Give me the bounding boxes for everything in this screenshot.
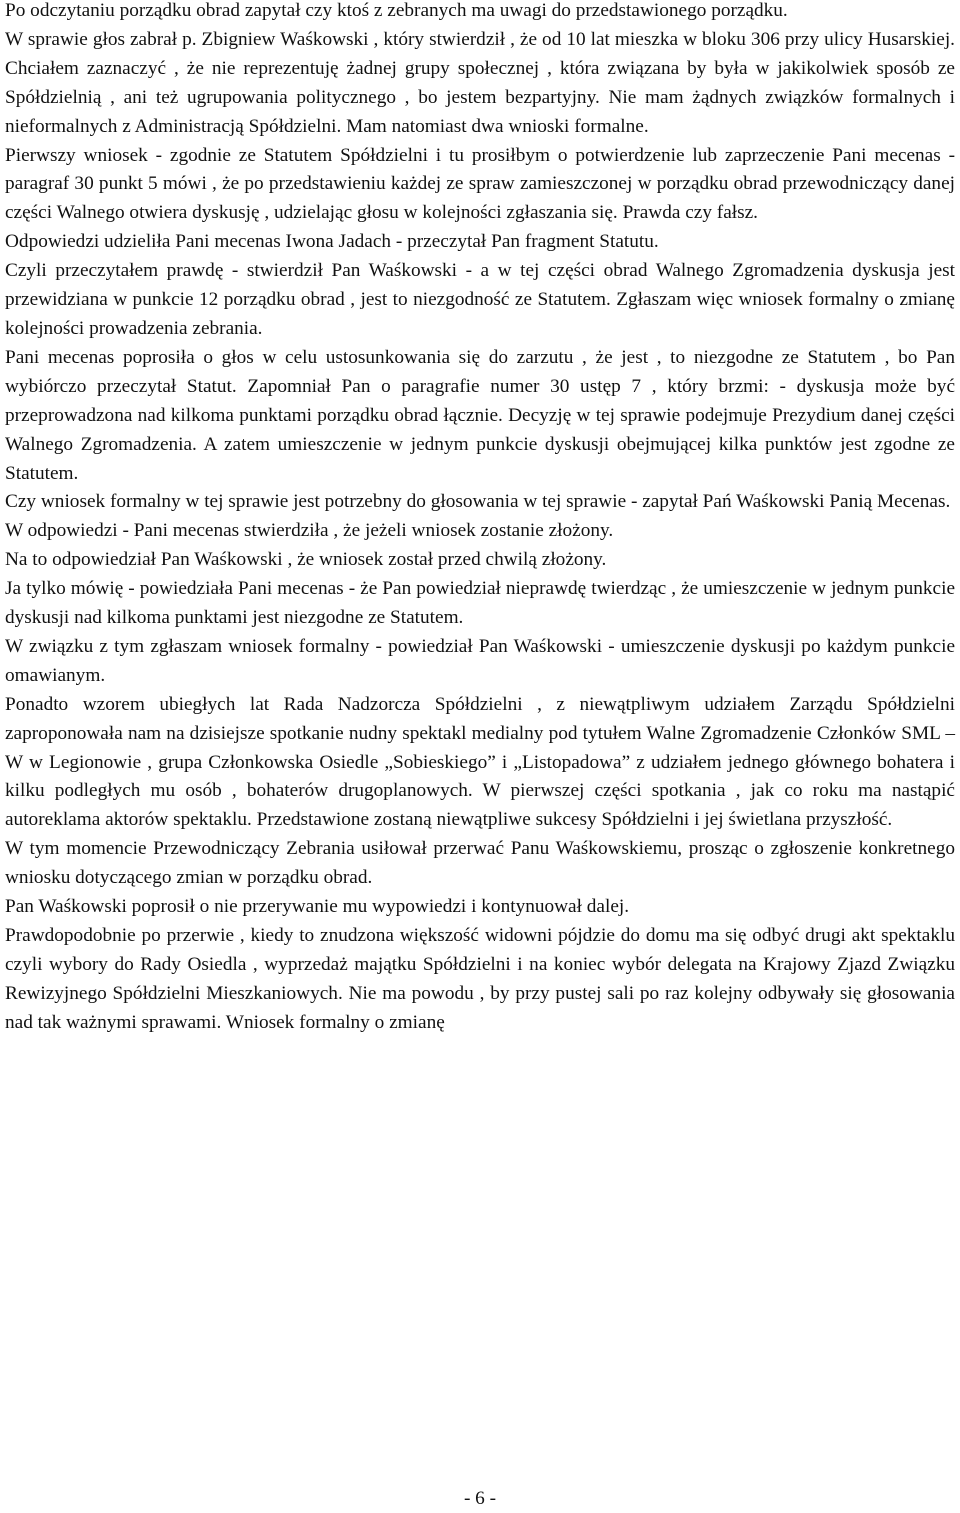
paragraph-12: Ponadto wzorem ubiegłych lat Rada Nadzorcza Spółdzielni , z niewątpliwym udziałem Zarządu Spółdzielni zaproponowała nam na dzisiejsze spotkanie nudny spektakl medialny pod tytułem Walne Zgromadzenie Członków SML – W w Legionowie , grupa Członkowska Osiedle „Sobieskiego” i „Listopadowa” z udziałem jednego głównego bohatera i kilku podległych mu osób , bohaterów drugoplanowych. W pierwszej części spotkania , jak co roku ma nastąpić autoreklama aktorów spektaklu. Przedstawione zostaną niewątpliwe sukcesy Spółdzielni i jej świetlana przyszłość.	[5, 693, 955, 831]
body-text	[5, 0, 955, 1038]
paragraph-1: Po odczytaniu porządku obrad zapytał czy ktoś z zebranych ma uwagi do przedstawionego porządku.	[5, 0, 788, 21]
paragraph-9: Na to odpowiedział Pan Waśkowski , że wniosek został przed chwilą złożony.	[5, 549, 607, 571]
paragraph-11: W związku z tym zgłaszam wniosek formalny - powiedział Pan Waśkowski - umieszczenie dyskusji po każdym punkcie omawianym.	[5, 635, 955, 686]
paragraph-8: W odpowiedzi - Pani mecenas stwierdziła , że jeżeli wniosek zostanie złożony.	[5, 520, 614, 542]
paragraph-6: Pani mecenas poprosiła o głos w celu ustosunkowania się do zarzutu , że jest , to niezgodne ze Statutem , bo Pan wybiórczo przeczytał Statut. Zapomniał Pan o paragrafie numer 30 ustęp 7 , który brzmi: - dyskusja może być przeprowadzona nad kilkoma punktami porządku obrad łącznie. Decyzję w tej sprawie podejmuje Prezydium danej części Walnego Zgromadzenia. A zatem umieszczenie w jednym punkcie dyskusji obejmującej kilka punktów jest zgodne ze Statutem.	[5, 346, 955, 484]
paragraph-10: Ja tylko mówię - powiedziała Pani mecenas - że Pan powiedział nieprawdę twierdząc , że umieszczenie w jednym punkcie dyskusji nad kilkoma punktami jest niezgodne ze Statutem.	[5, 578, 955, 629]
paragraph-13: W tym momencie Przewodniczący Zebrania usiłował przerwać Panu Waśkowskiemu, prosząc o zgłoszenie konkretnego wniosku dotyczącego zmian w porządku obrad.	[5, 838, 955, 889]
paragraph-4: Odpowiedzi udzieliła Pani mecenas Iwona Jadach - przeczytał Pan fragment Statutu.	[5, 231, 659, 253]
paragraph-3: Pierwszy wniosek - zgodnie ze Statutem Spółdzielni i tu prosiłbym o potwierdzenie lub zaprzeczenie Pani mecenas - paragraf 30 punkt 5 mówi , że po przedstawieniu każdej ze spraw zamieszczonej w porządku obrad przewodniczący danej części Walnego otwiera dyskusję , udzielając głosu w kolejności zgłaszania się. Prawda czy fałsz.	[5, 144, 955, 224]
paragraph-7: Czy wniosek formalny w tej sprawie jest potrzebny do głosowania w tej sprawie - zapytał Pań Waśkowski Panią Mecenas.	[5, 491, 951, 513]
paragraph-15: Prawdopodobnie po przerwie , kiedy to znudzona większość widowni pójdzie do domu ma się odbyć drugi akt spektaklu czyli wybory do Rady Osiedla , wyprzedaż majątku Spółdzielni i na koniec wybór delegata na Krajowy Zjazd Związku Rewizyjnego Spółdzielni Mieszkaniowych. Nie ma powodu , by przy pustej sali po raz kolejny odbywały się głosowania nad tak ważnymi sprawami. Wniosek formalny o zmianę	[5, 925, 955, 1033]
page-number: - 6 -	[463, 1488, 497, 1509]
paragraph-2: W sprawie głos zabrał p. Zbigniew Waśkowski , który stwierdził , że od 10 lat mieszka w bloku 306 przy ulicy Husarskiej. Chciałem zaznaczyć , że nie reprezentuję żadnej grupy społecznej , która związana by była w jakikolwiek sposób ze Spółdzielnią , ani też ugrupowania politycznego , bo jestem bezpartyjny. Nie mam żądnych związków formalnych i nieformalnych z Administracją Spółdzielni. Mam natomiast dwa wnioski formalne.	[5, 28, 955, 137]
paragraph-5: Czyli przeczytałem prawdę - stwierdził Pan Waśkowski - a w tej części obrad Walnego Zgromadzenia dyskusja jest przewidziana w punkcie 12 porządku obrad , jest to niezgodność ze Statutem. Zgłaszam więc wniosek formalny o zmianę kolejności prowadzenia zebrania.	[5, 260, 955, 339]
paragraph-14: Pan Waśkowski poprosił o nie przerywanie mu wypowiedzi i kontynuował dalej.	[5, 896, 630, 918]
